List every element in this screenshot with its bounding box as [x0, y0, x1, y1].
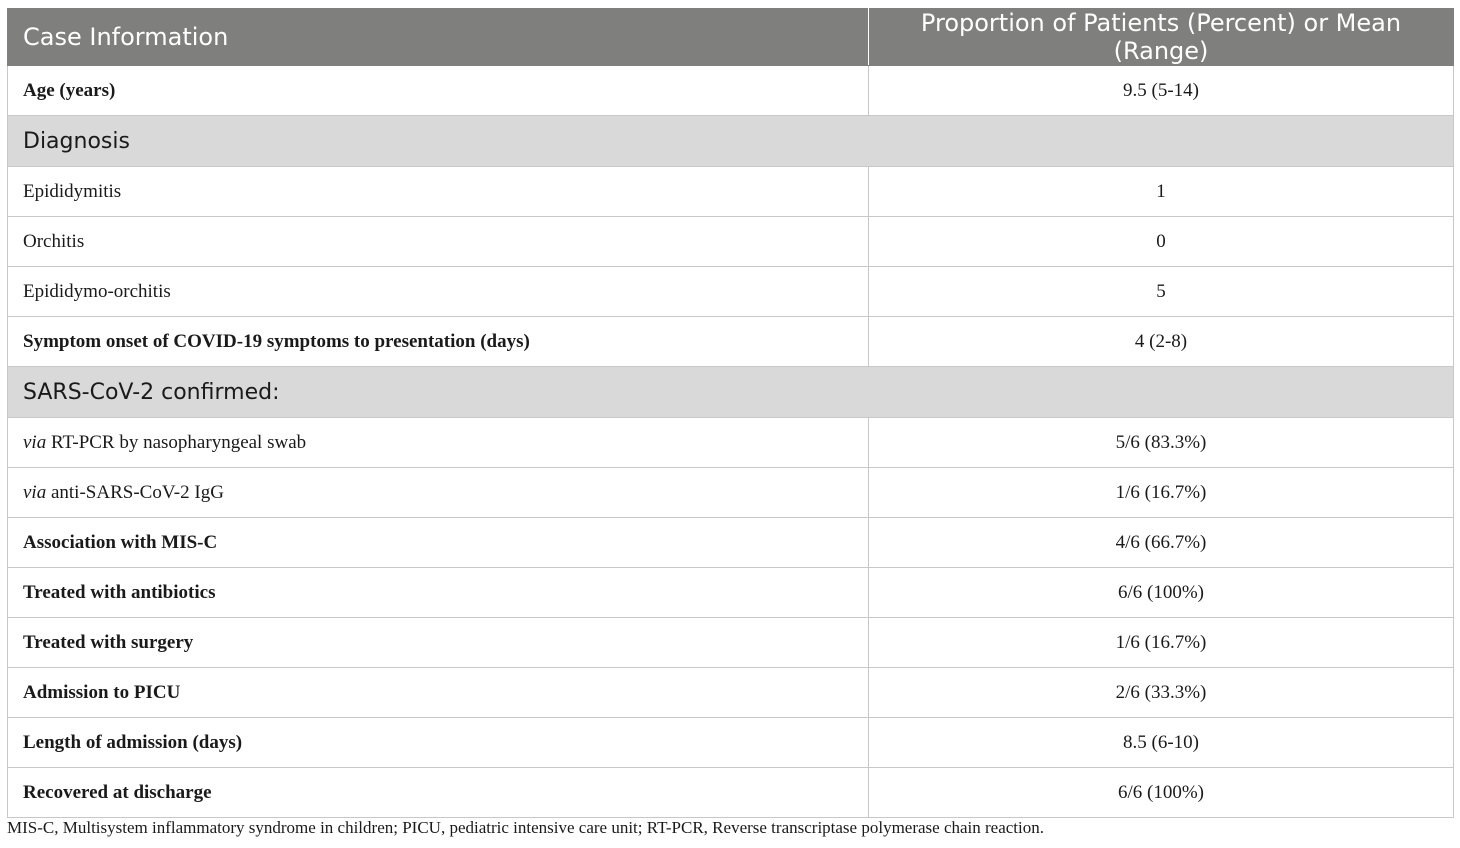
table-row — [8, 468, 1454, 518]
table-row — [8, 167, 1454, 217]
row-label — [8, 468, 869, 518]
row-value: 1/6 (16.7%) — [869, 468, 1454, 518]
row-value: 1 — [869, 167, 1454, 217]
row-value: 5 — [869, 267, 1454, 317]
row-label-text: anti-SARS-CoV-2 IgG — [46, 481, 224, 503]
row-label-italic-prefix: via — [23, 431, 47, 453]
row-value: 9.5 (5-14) — [869, 66, 1454, 116]
row-label: Epididymitis — [8, 167, 869, 217]
row-value: 0 — [869, 217, 1454, 267]
row-value: 1/6 (16.7%) — [869, 618, 1454, 668]
row-label: Association with MIS-C — [8, 518, 869, 568]
table-header-row — [8, 9, 1454, 66]
case-information-table-wrapper — [7, 8, 1453, 818]
row-label: Epididymo-orchitis — [8, 267, 869, 317]
table-body — [8, 66, 1454, 818]
table-row — [8, 66, 1454, 116]
table-row — [8, 668, 1454, 718]
header-proportion: Proportion of Patients (Percent) or Mean (Range) — [869, 9, 1454, 66]
row-label: Orchitis — [8, 217, 869, 267]
row-label — [8, 418, 869, 468]
row-label: Treated with antibiotics — [8, 568, 869, 618]
section-label: SARS-CoV-2 confirmed: — [8, 367, 1454, 418]
row-label: Age (years) — [8, 66, 869, 116]
table-row — [8, 768, 1454, 818]
section-row — [8, 367, 1454, 418]
row-value: 8.5 (6-10) — [869, 718, 1454, 768]
row-label: Symptom onset of COVID-19 symptoms to presentation (days) — [8, 317, 869, 367]
row-value: 2/6 (33.3%) — [869, 668, 1454, 718]
row-label: Recovered at discharge — [8, 768, 869, 818]
table-row — [8, 518, 1454, 568]
case-information-table — [7, 8, 1454, 818]
table-row — [8, 217, 1454, 267]
row-label: Treated with surgery — [8, 618, 869, 668]
row-value: 6/6 (100%) — [869, 768, 1454, 818]
row-label: Length of admission (days) — [8, 718, 869, 768]
row-label: Admission to PICU — [8, 668, 869, 718]
table-row — [8, 418, 1454, 468]
row-label-text: RT-PCR by nasopharyngeal swab — [46, 431, 307, 453]
table-footnote: MIS-C, Multisystem inflammatory syndrome in children; PICU, pediatric intensive care unit; RT-PCR, Reverse transcriptase polymerase chain reaction. — [7, 818, 1045, 837]
row-value: 4/6 (66.7%) — [869, 518, 1454, 568]
table-row — [8, 618, 1454, 668]
table-row — [8, 317, 1454, 367]
table-row — [8, 568, 1454, 618]
header-case-information: Case Information — [8, 9, 869, 66]
table-row — [8, 718, 1454, 768]
section-label: Diagnosis — [8, 116, 1454, 167]
row-value: 4 (2-8) — [869, 317, 1454, 367]
row-value: 5/6 (83.3%) — [869, 418, 1454, 468]
table-row — [8, 267, 1454, 317]
section-row — [8, 116, 1454, 167]
row-label-italic-prefix: via — [23, 481, 47, 503]
row-value: 6/6 (100%) — [869, 568, 1454, 618]
